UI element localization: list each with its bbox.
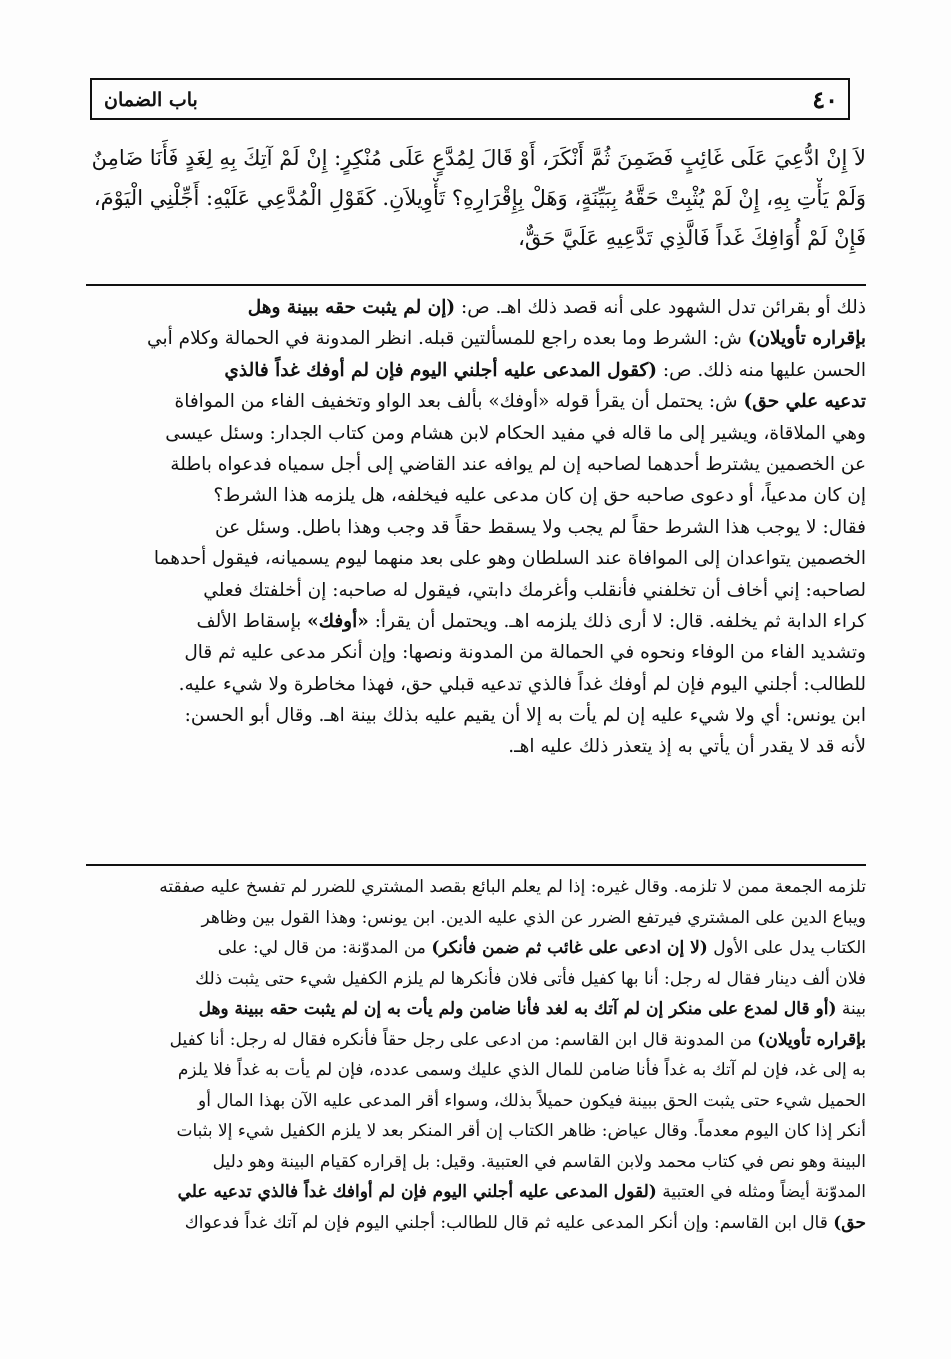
bold-quote: حق) [833, 1212, 866, 1233]
text-run: للطالب: أجلني اليوم فإن لم أوفك غداً فالذي تدعيه قبلي حق، فهذا مخاطرة ولا شيء عليه. [178, 673, 866, 695]
text-run: ش: الشرط وما بعده راجع للمسألتين قبله. انظر المدونة في الحمالة وكلام أبي [147, 328, 748, 350]
matn-line: لاَ إِنْ ادُّعِيَ عَلَى غَائِبٍ فَضَمِنَ ثُمَّ أَنْكَرَ، أَوْ قَالَ لِمُدَّعٍ عَلَى مُنْكِرٍ: إِنْ لَمْ آتِكَ بِهِ لِغَدٍ فَأَنَا ضَامِنٌ [91, 146, 866, 170]
text-run: قال ابن القاسم: وإن أنكر المدعى عليه ثم قال للطالب: أجلني اليوم فإن لم آتك غداً فدعواك [184, 1212, 834, 1233]
text-run: به إلى غد، فإن لم آتك به غداً فأنا ضامن للمال الذي عليك وسمى عدده، فإن لم يأت به غداً فلا يلزم [177, 1060, 866, 1080]
text-run: فقال: لا يوجب هذا الشرط حقاً لم يجب ولا يسقط حقاً قد وجب وهذا باطل. وسئل عن [215, 516, 866, 538]
text-run: الحسن عليها منه ذلك. ص: [657, 359, 866, 381]
note-line [86, 933, 866, 964]
text-run: إن كان مدعياً، أو دعوى صاحبه حق إن كان مدعى عليه فيخلفه، هل يلزمه هذا الشرط؟ [213, 485, 866, 507]
commentary-line [86, 386, 866, 417]
note-line [86, 964, 866, 995]
commentary-line [86, 512, 866, 543]
text-run: تلزمه الجمعة ممن لا تلزمه. وقال غيره: إذا لم يعلم البائع بقصد المشتري للضرر لم تفسخ عليه صفقته [159, 877, 866, 897]
commentary-line [86, 449, 866, 480]
text-run: أنكر إذا كان اليوم معدماً. وقال عياض: ظاهر الكتاب إن أقر المنكر بعد لا يلزم الكفيل شيء إلا بثبات [176, 1121, 866, 1141]
text-run: عن الخصمين يشترط أحدهما لصاحبه إن لم يوافه عند القاضي إلى أجل سمياه فدعواه باطلة [170, 453, 866, 475]
commentary-line [86, 606, 866, 637]
note-line [86, 1208, 866, 1239]
note-line [86, 1177, 866, 1208]
text-run: لصاحبه: إني أخاف أن تخلفني فأنقلب وأغرمك دابتي، فيقول له صاحبه: إن أخلفتك فعلي [203, 579, 866, 601]
bold-quote: «أوفك» [307, 610, 369, 632]
bold-quote: (كقول المدعى عليه أجلني اليوم فإن لم أوفك غداً فالذي [224, 359, 658, 381]
text-run: ش: يحتمل أن يقرأ قوله «أوفك» بألف بعد الواو وتخفيف الفاء من الموافاة [174, 391, 744, 413]
commentary-line [86, 700, 866, 731]
divider-line [86, 284, 866, 286]
matn-line: فَإِنْ لَمْ أُوَافِكَ غَداً فَالَّذِي تَدَّعِيهِ عَلَيَّ حَقٌّ، [518, 226, 866, 250]
text-run: كراء الدابة ثم يخلفه. قال: لا أرى ذلك يلزمه اهـ. ويحتمل أن يقرأ: [368, 610, 866, 632]
note-line [86, 1147, 866, 1178]
commentary-line [86, 323, 866, 354]
bold-quote: (أو قال لمدع على منكر إن لم آتك به لغد فأنا ضامن ولم يأت به إن لم يثبت حقه ببينة وهل [198, 999, 837, 1019]
note-line [86, 1116, 866, 1147]
text-run: من المدونة قال ابن القاسم: من ادعى على رجل حقاً فأنكره فقال له رجل: أنا كفيل [169, 1029, 758, 1050]
note-line [86, 1086, 866, 1117]
commentary-line [86, 669, 866, 700]
commentary-line [86, 731, 866, 762]
commentary-line [86, 637, 866, 668]
bold-quote: (لقول المدعى عليه أجلني اليوم فإن لم أوافك غداً فالذي تدعيه علي [177, 1182, 657, 1202]
note-line [86, 994, 866, 1025]
text-run: ابن يونس: أي ولا شيء عليه إن لم يأت به إلا أن يقيم عليه بذلك بينة اهـ. وقال أبو الحسن: [184, 705, 866, 727]
text-run: المدوّنة أيضاً ومثله في العتبية [656, 1182, 866, 1202]
note-line [86, 903, 866, 934]
text-run: بينة [836, 999, 866, 1019]
text-run: فلان ألف دينار فقال له رجل: أنا بها كفيل فأتى فلان فأنكرها لم يلزم الكفيل شيء حتى يثبت ذلك [195, 968, 866, 989]
commentary-line [86, 480, 866, 511]
chapter-title: باب الضمان [104, 89, 198, 111]
margin-notes-text [86, 872, 866, 1238]
text-run: الخصمين يتواعدان إلى الموافاة عند السلطان وهو على بعد منهما ليوم يسميانه، فيقول أحدهما [153, 548, 866, 570]
divider-line [86, 864, 866, 866]
bold-quote: (إن لم يثبت حقه ببينة وهل [247, 297, 456, 318]
text-run: ذلك أو بقرائن تدل الشهود على أنه قصد ذلك اهـ. ص: [455, 297, 866, 318]
text-run: وهي الملاقاة، ويشير إلى ما قاله في مفيد الحكام لابن هشام ومن كتاب الجدار: وسئل عيسى [165, 422, 866, 444]
text-run: الحميل شيء حتى يثبت الحق ببينة فيكون حميلاً بذلك، وسواء أقر المدعى عليه الآن بهذا المال أو [197, 1090, 866, 1111]
text-run: من المدوّنة: من قال لي: على [217, 938, 432, 958]
text-run: ويباع الدين على المشتري فيرتفع الضرر عن الذي عليه الدين. ابن يونس: وهذا القول بين وظاهر [201, 907, 866, 928]
bold-quote: (لا إن ادعى على غائب ثم ضمن فأنكر) [431, 938, 708, 958]
commentary-line [86, 355, 866, 386]
page-number: ٤٠ [812, 85, 838, 114]
page-header [90, 78, 850, 120]
bold-quote: تدعيه علي حق) [743, 391, 866, 413]
text-run: بإسقاط الألف [196, 610, 308, 632]
matn-line: وَلَمْ يَأْتِ بِهِ، إِنْ لَمْ يُثْبِتْ حَقَّهُ بِبَيِّنَةٍ، وَهَلْ بِإِقْرَارِهِ؟ تَأْوِيلاَنِ. كَقَوْلِ الْمُدَّعِي عَلَيْهِ: أَجِّلْنِي الْيَوْمَ، [93, 186, 866, 210]
commentary-line [86, 418, 866, 449]
text-run: لأنه قد لا يقدر أن يأتي به إذ يتعذر ذلك عليه اهـ. [508, 736, 866, 758]
commentary-line [86, 543, 866, 574]
note-line [86, 872, 866, 903]
bold-quote: بإقراره تأويلان) [747, 328, 866, 350]
text-run: البينة وهو نص في كتاب محمد ولابن القاسم في العتبية. وقيل: بل إقراره كقيام البينة وهو دليل [212, 1151, 866, 1172]
text-run: الكتاب يدل على الأول [707, 938, 866, 958]
commentary-text [86, 292, 866, 763]
note-line [86, 1025, 866, 1056]
note-line [86, 1055, 866, 1086]
bold-quote: بإقراره تأويلان) [757, 1029, 866, 1050]
commentary-line [86, 575, 866, 606]
text-run: وتشديد الفاء من الوفاء ونحوه في الحمالة من المدونة ونصها: وإن أنكر مدعى عليه ثم قال [184, 642, 866, 664]
matn-text [86, 138, 866, 258]
commentary-line [86, 292, 866, 323]
